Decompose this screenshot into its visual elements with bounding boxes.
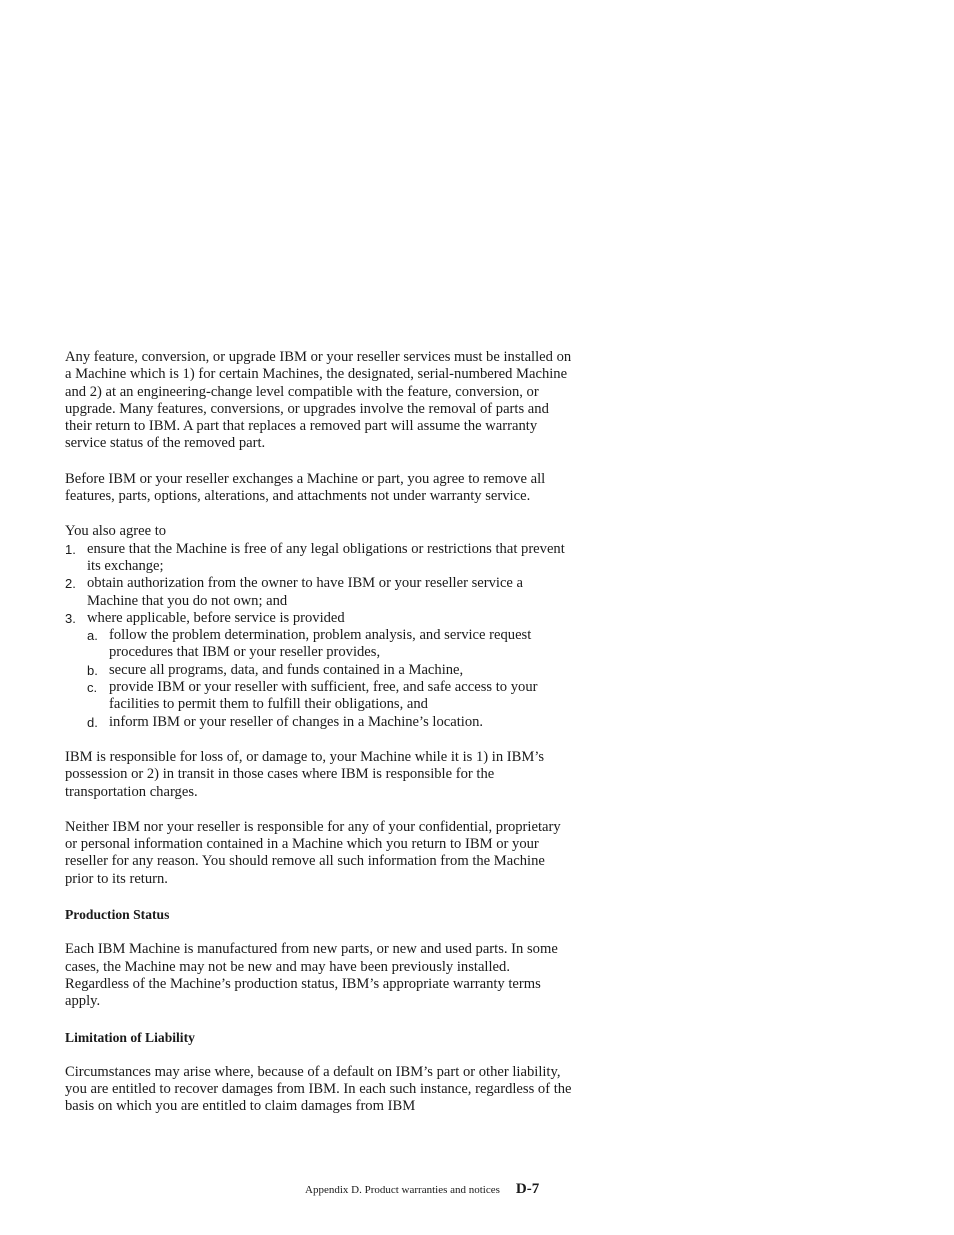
list-number: 2. <box>65 576 76 592</box>
page-number: D-7 <box>515 1181 540 1197</box>
list-item-text: obtain authorization from the owner to have IBM or your reseller service a Machine that you do not own; and <box>87 575 524 609</box>
paragraph-exchange-removal: Before IBM or your reseller exchanges a Machine or part, you agree to remove all features, parts, options, alterations, and attachments not under warranty service. <box>65 470 546 505</box>
sub-list-letter: b. <box>87 662 98 678</box>
list-item <box>65 541 575 576</box>
paragraph-limitation-of-liability: Circumstances may arise where, because of a default on IBM’s part or other liability, you are entitled to recover damages from IBM. In each such instance, regardless of the basis on which you are entitled to claim damages from IBM <box>65 1063 572 1115</box>
sub-list-item <box>87 627 575 662</box>
sub-list-letter: d. <box>87 714 98 730</box>
agreement-list <box>65 541 575 731</box>
paragraph-confidential-info: Neither IBM nor your reseller is responsible for any of your confidential, proprietary or personal information contained in a Machine which you return to IBM or your reseller for any reason. You should remove all such information from the Machine prior to its return. <box>65 818 561 887</box>
list-item-text: ensure that the Machine is free of any legal obligations or restrictions that prevent its exchange; <box>87 540 565 574</box>
sub-list-item <box>87 679 575 714</box>
paragraph-loss-damage: IBM is responsible for loss of, or damage to, your Machine while it is 1) in IBM’s possession or 2) in transit in those cases where IBM is responsible for the transportation charges. <box>65 748 545 800</box>
agreement-intro: You also agree to <box>65 523 167 540</box>
sub-list-letter: a. <box>87 628 98 644</box>
sub-list-letter: c. <box>87 680 98 696</box>
heading-limitation-of-liability: Limitation of Liability <box>65 1029 195 1045</box>
list-number: 1. <box>65 541 76 557</box>
paragraph-production-status: Each IBM Machine is manufactured from new parts, or new and used parts. In some cases, the Machine may not be new and may have been previously installed. Regardless of the Machine’s production status, IBM’s appropriate warranty terms apply. <box>65 941 558 1010</box>
list-number: 3. <box>65 610 76 626</box>
sub-list-item <box>87 714 575 731</box>
heading-production-status: Production Status <box>65 907 170 923</box>
paragraph-feature-conversion: Any feature, conversion, or upgrade IBM or your reseller services must be installed on a Machine which is 1) for certain Machines, the designated, serial-numbered Machine and 2) at an engineering-change level compatible with the feature, conversion, or upgrade. Many features, conversions, or upgrades involve the removal of parts and their return to IBM. A part that replaces a removed part will assume the warranty service status of the removed part. <box>65 349 572 452</box>
page-body <box>65 349 575 1134</box>
sub-list-item <box>87 662 575 679</box>
list-item <box>65 610 575 731</box>
sub-list <box>87 627 575 731</box>
sub-list-item-text: inform IBM or your reseller of changes in a Machine’s location. <box>109 713 484 730</box>
list-item <box>65 575 575 610</box>
sub-list-item-text: provide IBM or your reseller with sufficient, free, and safe access to your facilities to permit them to fulfill their obligations, and <box>109 679 538 713</box>
sub-list-item-text: secure all programs, data, and funds contained in a Machine, <box>109 661 464 678</box>
footer-section-title: Appendix D. Product warranties and notices <box>305 1184 500 1196</box>
sub-list-item-text: follow the problem determination, problem analysis, and service request procedures that IBM or your reseller provides, <box>109 627 532 661</box>
agreement-section <box>65 523 575 731</box>
page-footer <box>305 1181 575 1198</box>
list-item-text: where applicable, before service is provided <box>87 609 345 626</box>
